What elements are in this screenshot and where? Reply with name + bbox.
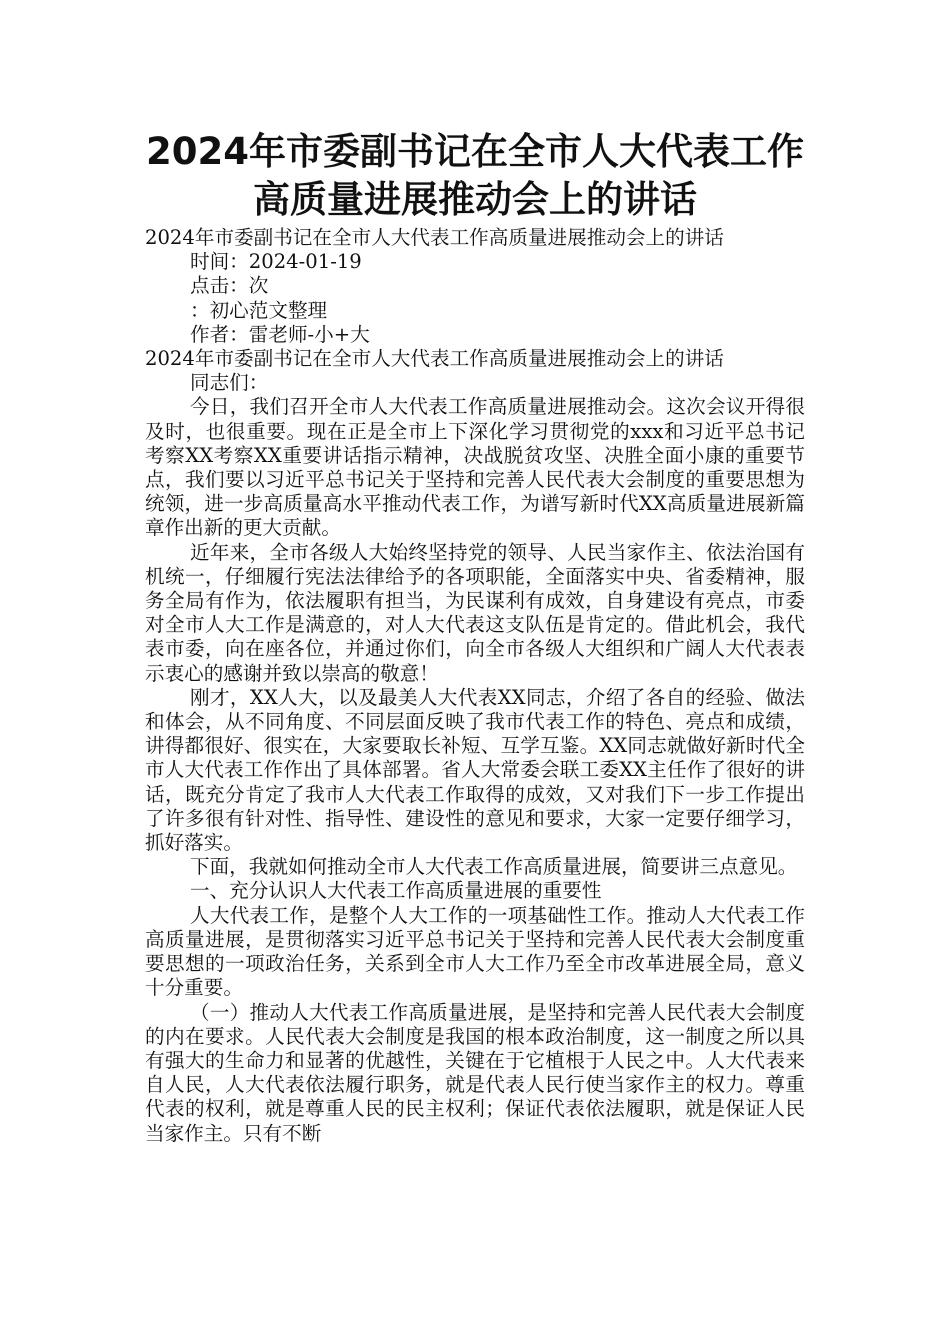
paragraph: 今日，我们召开全市人大代表工作高质量进展推动会。这次会议开得很及时，也很重要。现在正是全市上下深化学习贯彻党的xxx和习近平总书记考察XX考察XX重要讲话指示精神，决战脱贫攻坚、决胜全面小康的重要节点，我们要以习近平总书记关于坚持和完善人民代表大会制度的重要思想为统领，进一步高质量高水平推动代表工作，为谱写新时代XX高质量进展新篇章作出新的更大贡献。 <box>145 395 805 540</box>
paragraph: （一）推动人大代表工作高质量进展，是坚持和完善人民代表大会制度的内在要求。人民代表大会制度是我国的根本政治制度，这一制度之所以具有强大的生命力和显著的优越性，关键在于它植根于人民之中。人大代表来自人民，人大代表依法履行职务，就是代表人民行使当家作主的权力。尊重代表的权利，就是尊重人民的民主权利；保证代表依法履职，就是保证人民当家作主。只有不断 <box>145 1000 805 1145</box>
paragraph: 下面，我就如何推动全市人大代表工作高质量进展，简要讲三点意见。 <box>190 855 798 879</box>
document-title <box>145 128 805 224</box>
meta-author: 作者：雷老师-小+大 <box>190 322 370 346</box>
meta-source: ：初心范文整理 <box>190 298 328 322</box>
paragraph: 近年来，全市各级人大始终坚持党的领导、人民当家作主、依法治国有机统一，仔细履行宪法法律给予的各项职能，全面落实中央、省委精神，服务全局有作为，依法履职有担当，为民谋利有成效，自身建设有亮点，市委对全市人大工作是满意的，对人大代表这支队伍是肯定的。借此机会，我代表市委，向在座各位，并通过你们，向全市各级人大组织和广阔人大代表表示衷心的感谢并致以崇高的敬意！ <box>145 540 805 685</box>
section-heading: 一、充分认识人大代表工作高质量进展的重要性 <box>190 879 602 903</box>
speech-title: 2024年市委副书记在全市人大代表工作高质量进展推动会上的讲话 <box>145 347 724 371</box>
salutation: 同志们： <box>190 371 269 395</box>
document-subtitle: 2024年市委副书记在全市人大代表工作高质量进展推动会上的讲话 <box>145 226 724 249</box>
paragraph: 刚才，XX人大，以及最美人大代表XX同志，介绍了各自的经验、做法和体会，从不同角度、不同层面反映了我市代表工作的特色、亮点和成绩，讲得都很好、很实在，大家要取长补短、互学互鉴。XX同志就做好新时代全市人大代表工作作出了具体部署。省人大常委会联工委XX主任作了很好的讲话，既充分肯定了我市人大代表工作取得的成效，又对我们下一步工作提出了许多很有针对性、指导性、建设性的意见和要求，大家一定要仔细学习，抓好落实。 <box>145 685 805 855</box>
title-line-1: 2024年市委副书记在全市人大代表工作 <box>146 130 804 173</box>
meta-clicks: 点击：次 <box>190 274 269 298</box>
document-body <box>145 226 805 1146</box>
paragraph: 人大代表工作，是整个人大工作的一项基础性工作。推动人大代表工作高质量进展，是贯彻落实习近平总书记关于坚持和完善人民代表大会制度重要思想的一项政治任务，关系到全市人大工作乃至全市改革进展全局，意义十分重要。 <box>145 903 805 1000</box>
title-line-2: 高质量进展推动会上的讲话 <box>253 178 697 221</box>
document-page <box>145 128 805 1146</box>
meta-time: 时间：2024-01-19 <box>190 250 362 274</box>
